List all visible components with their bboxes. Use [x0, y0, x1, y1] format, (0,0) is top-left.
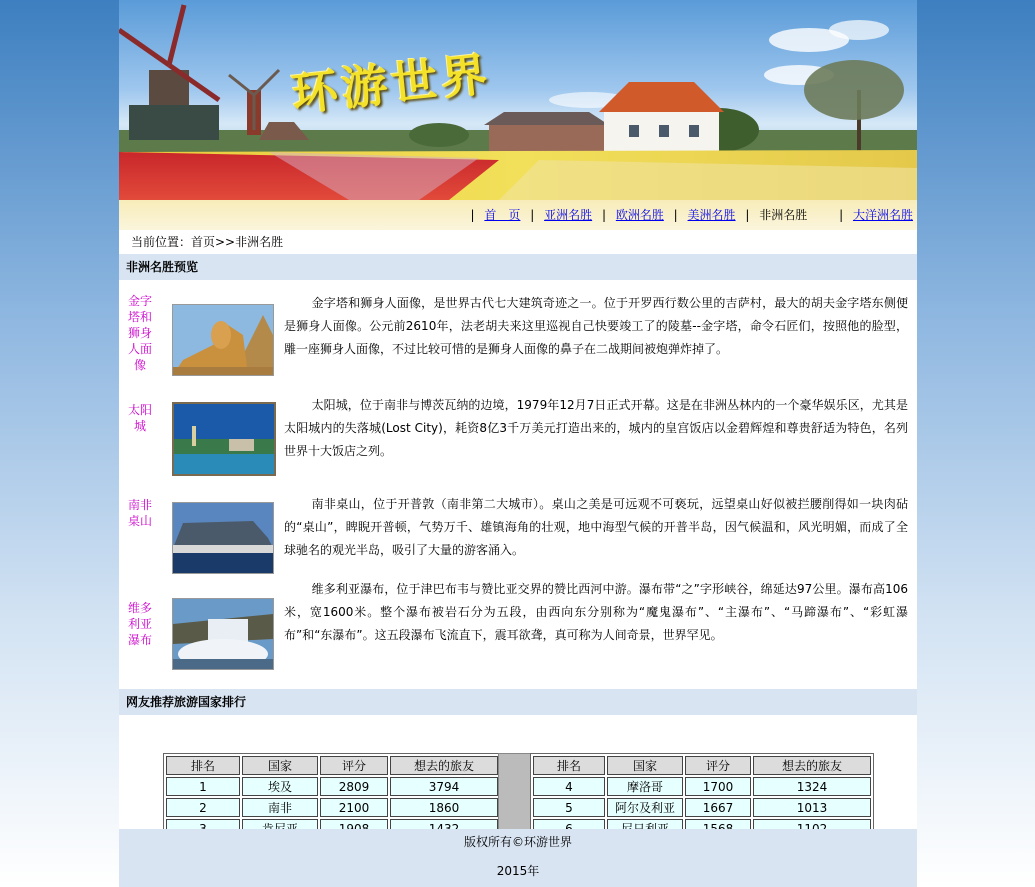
column-header: 想去的旅友: [390, 756, 498, 775]
column-header: 排名: [533, 756, 605, 775]
sphinx-photo[interactable]: [172, 304, 274, 376]
page-container: [119, 0, 917, 887]
nav-oceania[interactable]: 大洋洲名胜: [852, 208, 913, 222]
table-row: 5 阿尔及利亚 1667 1013: [533, 798, 871, 817]
spot-name[interactable]: 金字塔和狮身人面像: [127, 294, 152, 372]
nav-africa-current: 非洲名胜: [759, 208, 808, 222]
breadcrumb: 当前位置：首页>>非洲名胜: [131, 235, 284, 249]
column-header: 评分: [320, 756, 388, 775]
table-row: 2 南非 2100 1860: [166, 798, 498, 817]
nav-europe[interactable]: 欧洲名胜: [615, 208, 664, 222]
spot-name[interactable]: 太阳城: [127, 403, 152, 433]
spot-name[interactable]: 维多利亚瀑布: [127, 601, 152, 647]
table-divider: [498, 753, 532, 840]
sun-city-photo[interactable]: [172, 402, 276, 476]
table-header-row: [166, 756, 498, 775]
victoria-falls-photo[interactable]: [172, 598, 274, 670]
table-mountain-photo[interactable]: [172, 502, 274, 574]
banner-landscape-illustration: [119, 0, 917, 200]
column-header: 国家: [242, 756, 318, 775]
spot-description: 维多利亚瀑布，位于津巴布韦与赞比亚交界的赞比西河中游。瀑布带“之”字形峡谷，绵延达97公里。瀑布高106米，宽1600米。整个瀑布被岩石分为五段，由西向东分别称为“魔鬼瀑布”、“主瀑布”、“马蹄瀑布”、“彩虹瀑布”和“东瀑布”。这五段瀑布飞流直下，震耳欲聋，真可称为人间奇景，世界罕见。: [284, 582, 908, 642]
table-row: 4 摩洛哥 1700 1324: [533, 777, 871, 796]
spot-description: 南非桌山，位于开普敦（南非第二大城市）。桌山之美是可远观不可亵玩，远望桌山好似被拦腰削得如一块肉砧的“桌山”，睥睨开普顿，气势万千、雄镇海角的壮观，地中海型气候的开普半岛，因气候温和，风光明媚，而成了全球驰名的观光半岛，吸引了大量的游客涌入。: [284, 497, 908, 557]
column-header: 国家: [607, 756, 683, 775]
table-row: 1 埃及 2809 3794: [166, 777, 498, 796]
ranking-table-right: [530, 753, 874, 841]
nav-asia[interactable]: 亚洲名胜: [544, 208, 593, 222]
column-header: 想去的旅友: [753, 756, 871, 775]
main-nav: | 首 页 | 亚洲名胜 | 欧洲名胜 | 美洲名胜 | 非洲名胜 | 大洋洲名胜: [119, 200, 917, 230]
table-header-row: [533, 756, 871, 775]
ranking-table-left: [163, 753, 501, 841]
nav-america[interactable]: 美洲名胜: [687, 208, 736, 222]
copyright-text: 版权所有©环游世界: [463, 835, 572, 849]
spot-list: [119, 280, 917, 689]
spot-name[interactable]: 南非桌山: [127, 498, 152, 528]
page-footer: [119, 829, 917, 887]
spot-description: 太阳城，位于南非与博茨瓦纳的边境，1979年12月7日正式开幕。这是在非洲丛林内的一个豪华娱乐区，尤其是太阳城内的失落城(Lost City)，耗资8亿3千万美元打造出来的，城内的皇宫饭店以金碧辉煌和尊贵舒适为特色，名列世界十大饭店之列。: [284, 398, 908, 458]
column-header: 评分: [685, 756, 751, 775]
preview-heading: 非洲名胜预览: [119, 254, 917, 280]
site-logo-title: 环游世界: [289, 46, 494, 122]
spot-description: 金字塔和狮身人面像，是世界古代七大建筑奇迹之一。位于开罗西行数公里的吉萨村，最大的胡夫金字塔东侧便是狮身人面像。公元前2610年，法老胡夫来这里巡视自己快要竣工了的陵墓--金字塔，命令石匠们，按照他的脸型，雕一座狮身人面像，不过比较可惜的是狮身人面像的鼻子在二战期间被炮弹炸掉了。: [284, 296, 908, 356]
nav-home[interactable]: 首 页: [484, 208, 521, 222]
column-header: 排名: [166, 756, 240, 775]
ranking-heading: 网友推荐旅游国家排行: [119, 689, 917, 715]
footer-year: 2015年: [496, 864, 540, 878]
header-banner: [119, 0, 917, 200]
